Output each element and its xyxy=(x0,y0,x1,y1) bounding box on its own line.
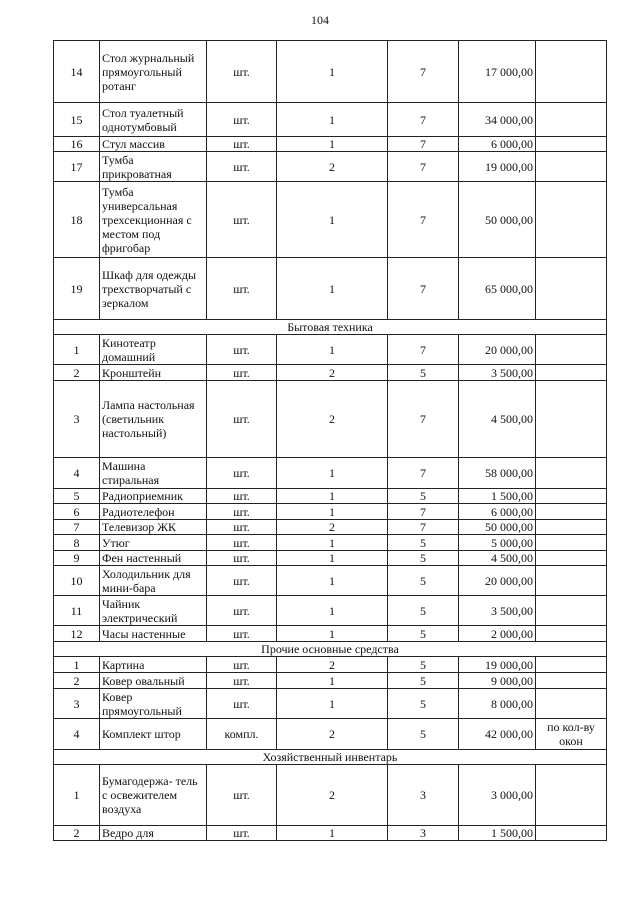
unit-cell: шт. xyxy=(207,137,277,152)
note-cell xyxy=(536,626,607,642)
item-name-cell: Радиоприемник xyxy=(100,489,207,504)
quantity-cell: 2 xyxy=(277,719,388,750)
quantity-cell: 1 xyxy=(277,335,388,365)
note-cell xyxy=(536,137,607,152)
item-name-cell: Ковер прямоугольный xyxy=(100,689,207,719)
table-row xyxy=(54,504,607,520)
term-cell: 7 xyxy=(388,182,459,258)
quantity-cell: 1 xyxy=(277,137,388,152)
price-cell: 4 500,00 xyxy=(459,381,536,458)
note-cell xyxy=(536,458,607,489)
quantity-cell: 1 xyxy=(277,489,388,504)
section-title: Прочие основные средства xyxy=(54,642,607,657)
unit-cell: шт. xyxy=(207,103,277,137)
note-cell xyxy=(536,535,607,551)
item-name-cell: Шкаф для одежды трехстворчатый с зеркалом xyxy=(100,258,207,320)
table-row xyxy=(54,520,607,535)
unit-cell: шт. xyxy=(207,626,277,642)
table-row xyxy=(54,673,607,689)
quantity-cell: 1 xyxy=(277,596,388,626)
unit-cell: шт. xyxy=(207,520,277,535)
item-name-cell: Холодильник для мини-бара xyxy=(100,566,207,596)
price-cell: 34 000,00 xyxy=(459,103,536,137)
note-cell xyxy=(536,152,607,182)
note-cell xyxy=(536,335,607,365)
note-cell: по кол-ву окон xyxy=(536,719,607,750)
unit-cell: шт. xyxy=(207,335,277,365)
item-name-cell: Комплект штор xyxy=(100,719,207,750)
term-cell: 7 xyxy=(388,335,459,365)
item-number-cell: 12 xyxy=(54,626,100,642)
price-cell: 5 000,00 xyxy=(459,535,536,551)
price-cell: 3 000,00 xyxy=(459,765,536,826)
term-cell: 5 xyxy=(388,673,459,689)
quantity-cell: 2 xyxy=(277,381,388,458)
item-number-cell: 2 xyxy=(54,826,100,841)
item-name-cell: Бумагодержа- тель с освежителем воздуха xyxy=(100,765,207,826)
term-cell: 7 xyxy=(388,152,459,182)
unit-cell: шт. xyxy=(207,596,277,626)
unit-cell: шт. xyxy=(207,657,277,673)
item-number-cell: 9 xyxy=(54,551,100,566)
table-row xyxy=(54,182,607,258)
table-row xyxy=(54,551,607,566)
item-number-cell: 1 xyxy=(54,765,100,826)
term-cell: 5 xyxy=(388,689,459,719)
note-cell xyxy=(536,673,607,689)
item-number-cell: 3 xyxy=(54,689,100,719)
term-cell: 5 xyxy=(388,626,459,642)
table-row xyxy=(54,458,607,489)
price-cell: 42 000,00 xyxy=(459,719,536,750)
table-row xyxy=(54,41,607,103)
item-number-cell: 8 xyxy=(54,535,100,551)
note-cell xyxy=(536,41,607,103)
term-cell: 5 xyxy=(388,566,459,596)
item-number-cell: 16 xyxy=(54,137,100,152)
item-name-cell: Тумба прикроватная xyxy=(100,152,207,182)
price-cell: 3 500,00 xyxy=(459,596,536,626)
item-name-cell: Ковер овальный xyxy=(100,673,207,689)
item-name-cell: Кинотеатр домашний xyxy=(100,335,207,365)
note-cell xyxy=(536,258,607,320)
note-cell xyxy=(536,365,607,381)
term-cell: 5 xyxy=(388,657,459,673)
unit-cell: шт. xyxy=(207,566,277,596)
term-cell: 7 xyxy=(388,258,459,320)
table-row xyxy=(54,566,607,596)
price-cell: 9 000,00 xyxy=(459,673,536,689)
unit-cell: шт. xyxy=(207,689,277,719)
quantity-cell: 1 xyxy=(277,103,388,137)
quantity-cell: 2 xyxy=(277,520,388,535)
quantity-cell: 1 xyxy=(277,551,388,566)
table-row xyxy=(54,719,607,750)
price-cell: 2 000,00 xyxy=(459,626,536,642)
note-cell xyxy=(536,566,607,596)
item-number-cell: 4 xyxy=(54,458,100,489)
price-cell: 19 000,00 xyxy=(459,152,536,182)
table-row xyxy=(54,489,607,504)
term-cell: 7 xyxy=(388,41,459,103)
quantity-cell: 1 xyxy=(277,826,388,841)
item-number-cell: 19 xyxy=(54,258,100,320)
price-cell: 20 000,00 xyxy=(459,335,536,365)
note-cell xyxy=(536,826,607,841)
term-cell: 3 xyxy=(388,765,459,826)
term-cell: 5 xyxy=(388,365,459,381)
unit-cell: шт. xyxy=(207,458,277,489)
item-name-cell: Чайник электрический xyxy=(100,596,207,626)
note-cell xyxy=(536,504,607,520)
unit-cell: шт. xyxy=(207,182,277,258)
note-cell xyxy=(536,489,607,504)
table-row xyxy=(54,365,607,381)
item-number-cell: 5 xyxy=(54,489,100,504)
note-cell xyxy=(536,596,607,626)
item-name-cell: Ведро для xyxy=(100,826,207,841)
unit-cell: шт. xyxy=(207,826,277,841)
term-cell: 5 xyxy=(388,535,459,551)
section-title: Бытовая техника xyxy=(54,320,607,335)
item-number-cell: 3 xyxy=(54,381,100,458)
note-cell xyxy=(536,689,607,719)
item-number-cell: 6 xyxy=(54,504,100,520)
term-cell: 7 xyxy=(388,504,459,520)
note-cell xyxy=(536,520,607,535)
item-number-cell: 4 xyxy=(54,719,100,750)
quantity-cell: 1 xyxy=(277,566,388,596)
quantity-cell: 1 xyxy=(277,182,388,258)
quantity-cell: 1 xyxy=(277,258,388,320)
item-name-cell: Тумба универсальная трехсекционная с местом под фригобар xyxy=(100,182,207,258)
note-cell xyxy=(536,182,607,258)
term-cell: 5 xyxy=(388,489,459,504)
item-name-cell: Часы настенные xyxy=(100,626,207,642)
item-name-cell: Утюг xyxy=(100,535,207,551)
table-row xyxy=(54,626,607,642)
table-row xyxy=(54,596,607,626)
table-row xyxy=(54,657,607,673)
item-number-cell: 7 xyxy=(54,520,100,535)
item-number-cell: 1 xyxy=(54,657,100,673)
note-cell xyxy=(536,103,607,137)
section-header-row xyxy=(54,750,607,765)
inventory-table xyxy=(53,40,607,841)
item-number-cell: 17 xyxy=(54,152,100,182)
quantity-cell: 2 xyxy=(277,657,388,673)
item-number-cell: 11 xyxy=(54,596,100,626)
unit-cell: шт. xyxy=(207,765,277,826)
page-number: 104 xyxy=(311,13,329,27)
item-name-cell: Стол туалетный однотумбовый xyxy=(100,103,207,137)
price-cell: 1 500,00 xyxy=(459,826,536,841)
item-name-cell: Картина xyxy=(100,657,207,673)
item-number-cell: 1 xyxy=(54,335,100,365)
table-row xyxy=(54,689,607,719)
price-cell: 20 000,00 xyxy=(459,566,536,596)
item-name-cell: Машина стиральная xyxy=(100,458,207,489)
item-number-cell: 10 xyxy=(54,566,100,596)
item-name-cell: Стол журнальный прямоугольный ротанг xyxy=(100,41,207,103)
table-row xyxy=(54,152,607,182)
section-header-row xyxy=(54,642,607,657)
table-row xyxy=(54,103,607,137)
quantity-cell: 1 xyxy=(277,504,388,520)
price-cell: 19 000,00 xyxy=(459,657,536,673)
price-cell: 65 000,00 xyxy=(459,258,536,320)
unit-cell: шт. xyxy=(207,504,277,520)
price-cell: 1 500,00 xyxy=(459,489,536,504)
quantity-cell: 1 xyxy=(277,535,388,551)
unit-cell: шт. xyxy=(207,41,277,103)
quantity-cell: 2 xyxy=(277,765,388,826)
item-name-cell: Фен настенный xyxy=(100,551,207,566)
item-name-cell: Радиотелефон xyxy=(100,504,207,520)
table-row xyxy=(54,381,607,458)
unit-cell: шт. xyxy=(207,381,277,458)
section-title: Хозяйственный инвентарь xyxy=(54,750,607,765)
term-cell: 7 xyxy=(388,381,459,458)
note-cell xyxy=(536,765,607,826)
unit-cell: шт. xyxy=(207,258,277,320)
term-cell: 5 xyxy=(388,551,459,566)
item-number-cell: 14 xyxy=(54,41,100,103)
quantity-cell: 1 xyxy=(277,673,388,689)
term-cell: 7 xyxy=(388,137,459,152)
item-number-cell: 18 xyxy=(54,182,100,258)
item-name-cell: Кронштейн xyxy=(100,365,207,381)
term-cell: 5 xyxy=(388,719,459,750)
unit-cell: шт. xyxy=(207,365,277,381)
price-cell: 6 000,00 xyxy=(459,137,536,152)
table-row xyxy=(54,335,607,365)
price-cell: 8 000,00 xyxy=(459,689,536,719)
note-cell xyxy=(536,551,607,566)
note-cell xyxy=(536,657,607,673)
table-row xyxy=(54,535,607,551)
table-row xyxy=(54,258,607,320)
unit-cell: шт. xyxy=(207,489,277,504)
unit-cell: шт. xyxy=(207,551,277,566)
quantity-cell: 2 xyxy=(277,365,388,381)
price-cell: 4 500,00 xyxy=(459,551,536,566)
price-cell: 50 000,00 xyxy=(459,520,536,535)
price-cell: 58 000,00 xyxy=(459,458,536,489)
price-cell: 3 500,00 xyxy=(459,365,536,381)
table-row xyxy=(54,137,607,152)
unit-cell: шт. xyxy=(207,673,277,689)
quantity-cell: 1 xyxy=(277,689,388,719)
price-cell: 6 000,00 xyxy=(459,504,536,520)
item-name-cell: Стул массив xyxy=(100,137,207,152)
item-number-cell: 2 xyxy=(54,673,100,689)
term-cell: 7 xyxy=(388,103,459,137)
unit-cell: шт. xyxy=(207,535,277,551)
term-cell: 5 xyxy=(388,596,459,626)
price-cell: 17 000,00 xyxy=(459,41,536,103)
table-row xyxy=(54,826,607,841)
unit-cell: шт. xyxy=(207,152,277,182)
note-cell xyxy=(536,381,607,458)
price-cell: 50 000,00 xyxy=(459,182,536,258)
table-row xyxy=(54,765,607,826)
quantity-cell: 1 xyxy=(277,41,388,103)
term-cell: 7 xyxy=(388,458,459,489)
unit-cell: компл. xyxy=(207,719,277,750)
item-name-cell: Лампа настольная (светильник настольный) xyxy=(100,381,207,458)
item-number-cell: 15 xyxy=(54,103,100,137)
quantity-cell: 2 xyxy=(277,152,388,182)
term-cell: 7 xyxy=(388,520,459,535)
quantity-cell: 1 xyxy=(277,626,388,642)
item-name-cell: Телевизор ЖК xyxy=(100,520,207,535)
quantity-cell: 1 xyxy=(277,458,388,489)
section-header-row xyxy=(54,320,607,335)
term-cell: 3 xyxy=(388,826,459,841)
item-number-cell: 2 xyxy=(54,365,100,381)
